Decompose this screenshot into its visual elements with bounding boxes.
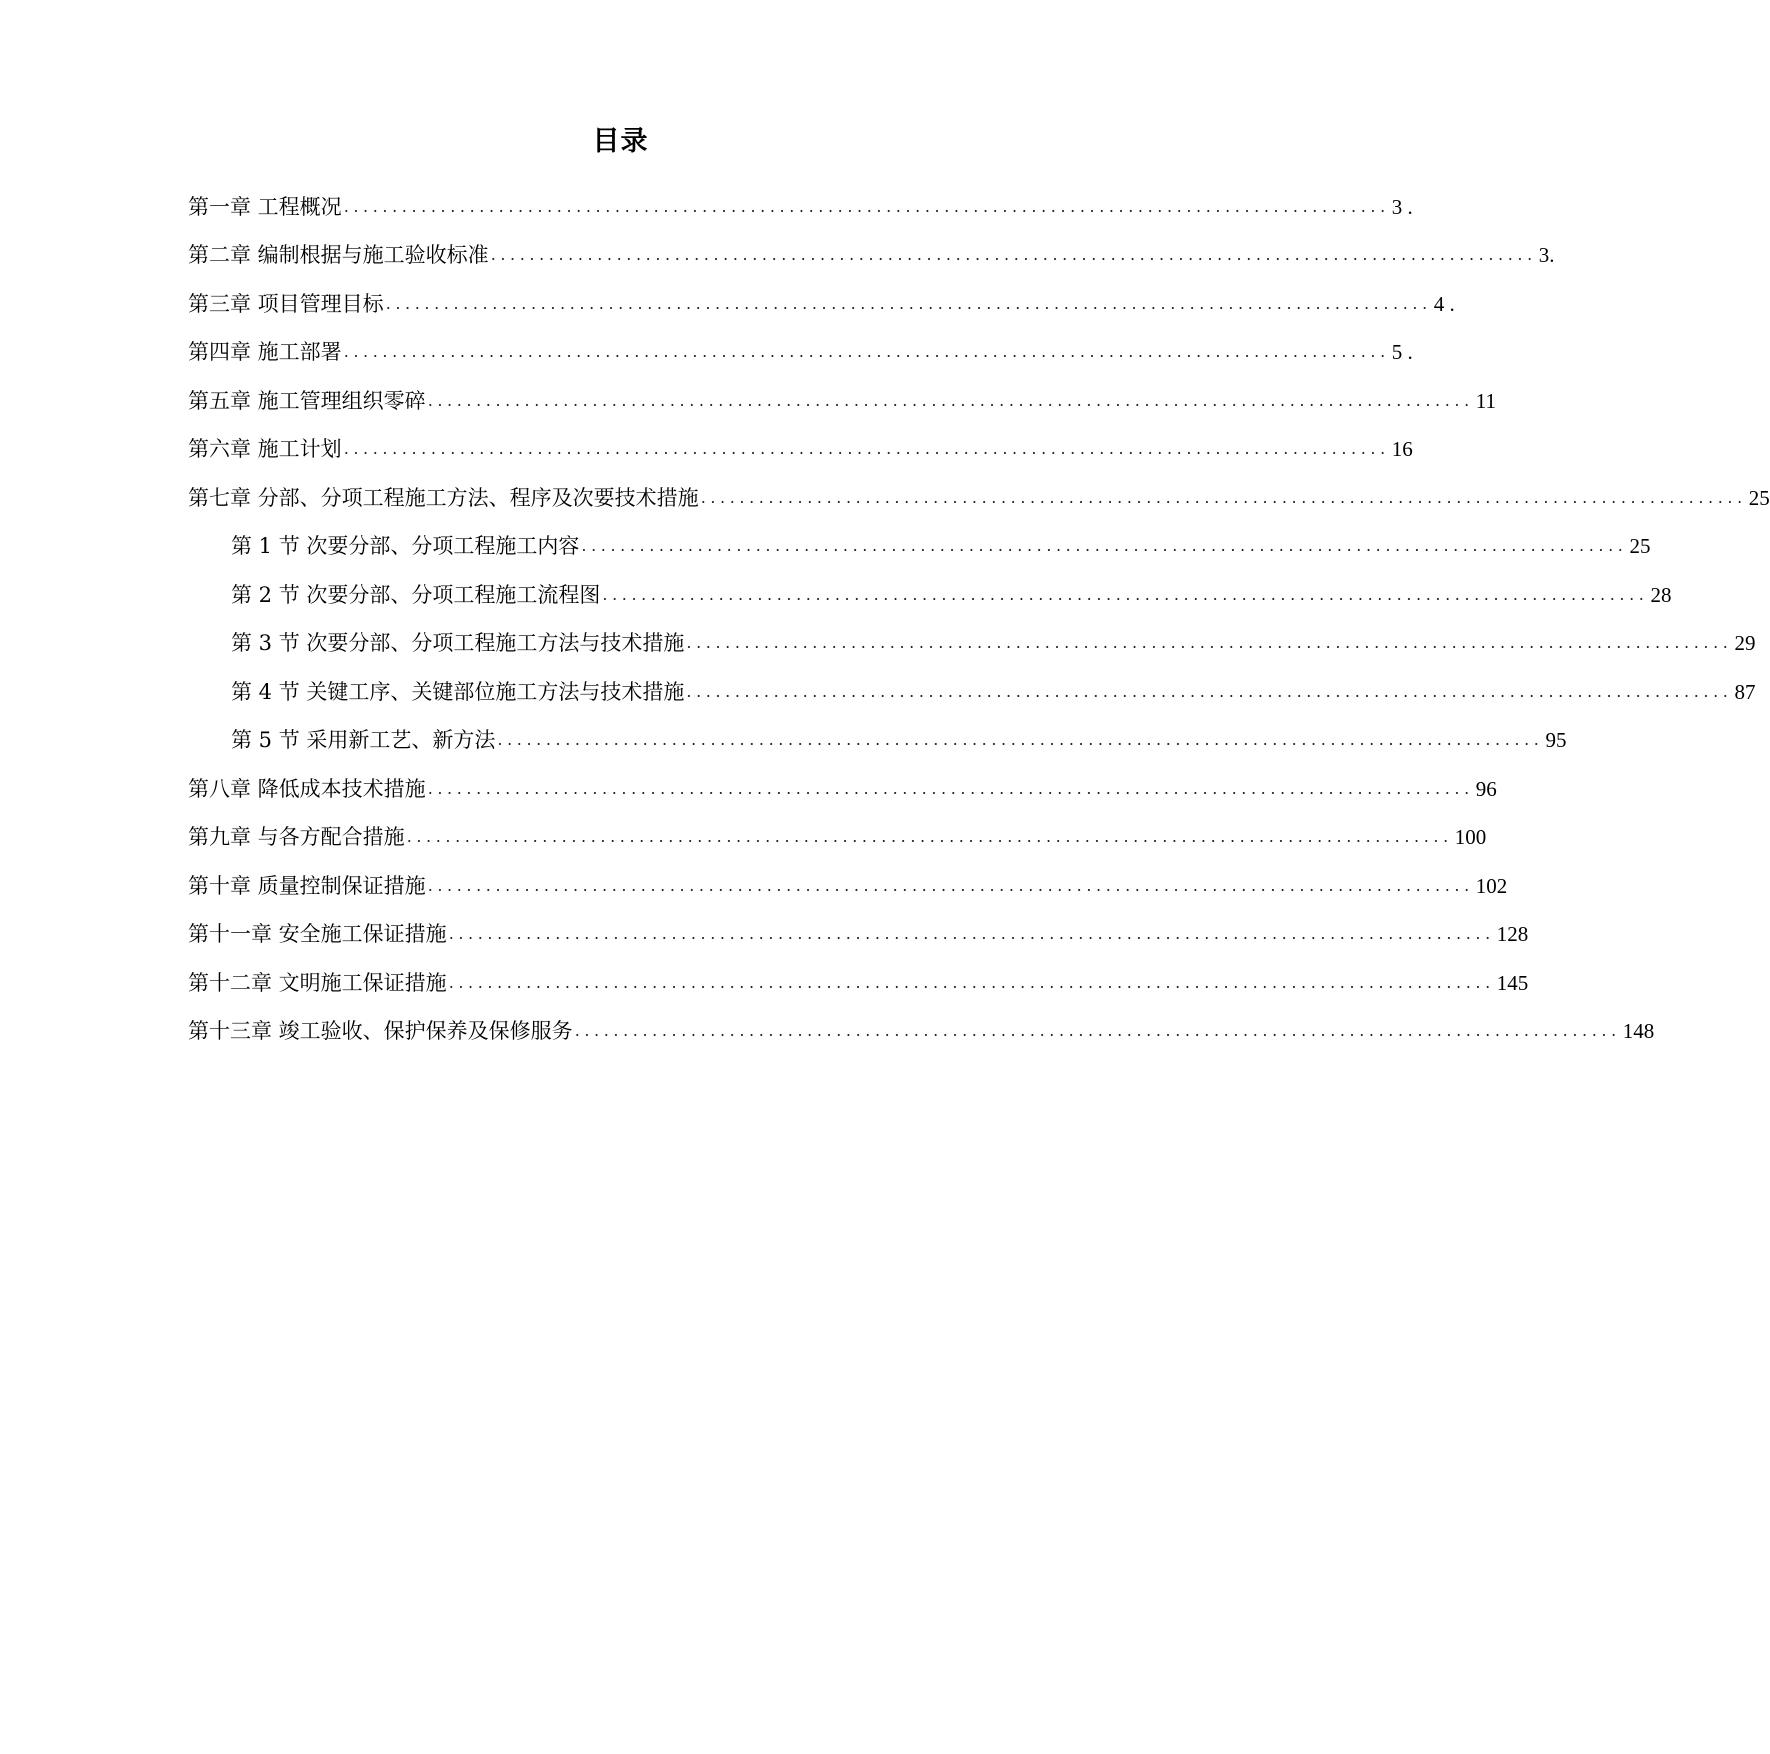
toc-dot-leader: ............................................................................................................ [385, 293, 1432, 313]
toc-entry-label: 第四章 施工部署 [188, 340, 342, 364]
table-of-contents [188, 184, 1770, 1057]
toc-page-number: 128 [1496, 922, 1529, 946]
toc-entry-label: 第十一章 安全施工保证措施 [188, 922, 447, 946]
toc-entry-label: 第十二章 文明施工保证措施 [188, 970, 447, 995]
toc-entry-label: 第 5 节 采用新工艺、新方法 [231, 728, 496, 752]
toc-dot-leader: ............................................................................................................ [343, 196, 1390, 216]
toc-page-number: 11 [1475, 388, 1497, 413]
toc-entry-chapter-10[interactable] [188, 863, 1508, 912]
toc-dot-leader: ............................................................................................................ [343, 439, 1390, 458]
toc-title: 目录 [592, 126, 649, 157]
toc-page-number: 145 [1496, 970, 1529, 995]
toc-entry-label: 第一章 工程概况 [188, 194, 342, 219]
toc-dot-leader: ............................................................................................................ [427, 390, 1474, 410]
toc-entry-chapter-11[interactable] [188, 912, 1529, 961]
toc-dot-leader: ............................................................................................................ [427, 778, 1474, 798]
toc-dot-leader: ............................................................................................................ [686, 633, 1733, 652]
toc-dot-leader: ............................................................................................................ [497, 730, 1544, 749]
toc-page-number: 87 [1734, 679, 1756, 704]
toc-entry-section-4[interactable] [188, 669, 1756, 718]
toc-entry-label: 第 4 节 关键工序、关键部位施工方法与技术措施 [231, 679, 685, 704]
toc-page-number: 25 [1748, 485, 1770, 510]
toc-entry-chapter-4[interactable] [188, 330, 1413, 379]
toc-page-number: 3. [1538, 243, 1555, 267]
toc-page-number: 4 . [1433, 291, 1455, 316]
toc-page-number: 29 [1734, 631, 1756, 655]
toc-dot-leader: ............................................................................................................ [602, 584, 1649, 604]
toc-entry-chapter-13[interactable] [188, 1009, 1655, 1058]
toc-dot-leader: ............................................................................................................ [343, 342, 1390, 361]
toc-page-number: 100 [1454, 825, 1487, 849]
toc-entry-section-3[interactable] [188, 621, 1756, 670]
toc-entry-label: 第六章 施工计划 [188, 437, 342, 461]
toc-page-number: 102 [1475, 873, 1508, 898]
toc-entry-chapter-3[interactable] [188, 281, 1455, 330]
toc-page-number: 148 [1622, 1019, 1655, 1043]
toc-page-number: 25 [1629, 534, 1651, 558]
toc-entry-chapter-6[interactable] [188, 427, 1413, 476]
toc-entry-label: 第三章 项目管理目标 [188, 291, 384, 316]
toc-entry-chapter-9[interactable] [188, 815, 1487, 864]
toc-entry-chapter-5[interactable] [188, 378, 1497, 427]
toc-entry-label: 第九章 与各方配合措施 [188, 825, 405, 849]
toc-dot-leader: ............................................................................................................ [581, 536, 1628, 555]
toc-entry-chapter-8[interactable] [188, 766, 1497, 815]
toc-entry-section-1[interactable] [188, 524, 1651, 573]
toc-dot-leader: ............................................................................................................ [448, 924, 1495, 943]
toc-page-number: 16 [1391, 437, 1413, 461]
toc-entry-chapter-1[interactable] [188, 184, 1413, 233]
toc-entry-section-2[interactable] [188, 572, 1672, 621]
toc-entry-chapter-12[interactable] [188, 960, 1529, 1009]
toc-dot-leader: ............................................................................................................ [700, 487, 1747, 507]
toc-dot-leader: ............................................................................................................ [427, 875, 1474, 895]
toc-entry-label: 第八章 降低成本技术措施 [188, 776, 426, 801]
toc-page-number: 96 [1475, 776, 1497, 801]
toc-entry-label: 第十章 质量控制保证措施 [188, 873, 426, 898]
toc-page-number: 5 . [1391, 340, 1413, 364]
toc-dot-leader: ............................................................................................................ [406, 827, 1453, 846]
toc-entry-label: 第七章 分部、分项工程施工方法、程序及次要技术措施 [188, 485, 699, 510]
toc-page-number: 95 [1545, 728, 1567, 752]
toc-dot-leader: ............................................................................................................ [448, 972, 1495, 992]
toc-entry-label: 第 2 节 次要分部、分项工程施工流程图 [231, 582, 601, 607]
toc-dot-leader: ............................................................................................................ [574, 1021, 1621, 1040]
toc-entry-section-5[interactable] [188, 718, 1567, 767]
toc-entry-label: 第 1 节 次要分部、分项工程施工内容 [231, 534, 580, 558]
toc-entry-chapter-2[interactable] [188, 233, 1555, 282]
toc-page-number: 28 [1650, 582, 1672, 607]
toc-entry-label: 第 3 节 次要分部、分项工程施工方法与技术措施 [231, 631, 685, 655]
toc-entry-label: 第十三章 竣工验收、保护保养及保修服务 [188, 1019, 573, 1043]
toc-entry-label: 第五章 施工管理组织零碎 [188, 388, 426, 413]
toc-entry-label: 第二章 编制根据与施工验收标准 [188, 243, 489, 267]
toc-page-number: 3 . [1391, 194, 1413, 219]
toc-dot-leader: ............................................................................................................ [490, 245, 1537, 264]
toc-dot-leader: ............................................................................................................ [686, 681, 1733, 701]
toc-entry-chapter-7[interactable] [188, 475, 1770, 524]
